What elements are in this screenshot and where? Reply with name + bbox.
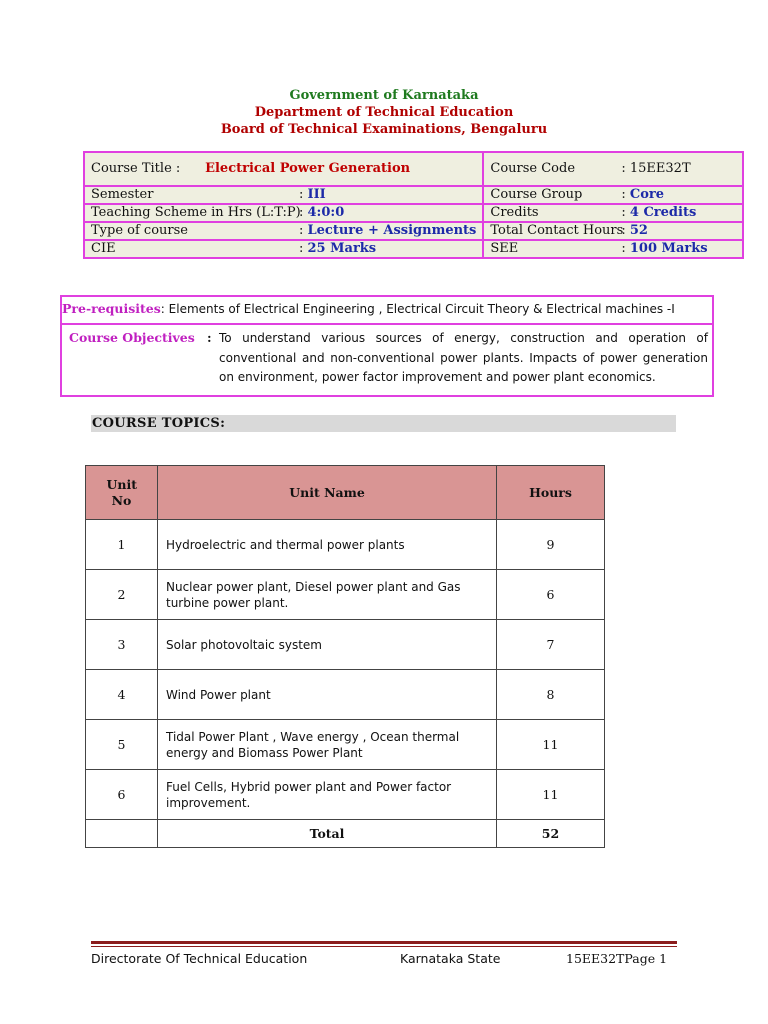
unit-name: Solar photovoltaic system <box>158 620 497 670</box>
course-code-value: : 15EE32T <box>621 161 691 176</box>
total-row <box>86 820 605 848</box>
info-label: Semester <box>91 187 154 202</box>
course-title-cell <box>84 152 483 186</box>
prerequisites-text: : Elements of Electrical Engineering , Electrical Circuit Theory & Electrical machines -I <box>160 302 675 316</box>
info-row <box>84 222 743 240</box>
unit-hours: 7 <box>497 620 605 670</box>
footer-right: 15EE32TPage 1 <box>566 951 668 966</box>
info-value: 4 Credits <box>629 205 697 220</box>
objectives-label: Course Objectives <box>69 330 195 345</box>
course-title-row <box>84 152 743 186</box>
unit-hours: 9 <box>497 520 605 570</box>
info-value: Core <box>629 187 665 202</box>
info-row <box>84 240 743 258</box>
footer-left: Directorate Of Technical Education <box>91 951 308 966</box>
table-row <box>86 720 605 770</box>
unit-no: 2 <box>86 570 158 620</box>
unit-hours: 8 <box>497 670 605 720</box>
info-value: 52 <box>629 223 648 238</box>
objectives-colon: : <box>207 330 212 345</box>
info-value: 100 Marks <box>629 241 708 256</box>
info-right-cell: Credits : 4 Credits <box>483 204 743 222</box>
course-code-cell <box>483 152 743 186</box>
table-row <box>86 520 605 570</box>
unit-no: 1 <box>86 520 158 570</box>
info-row <box>84 204 743 222</box>
info-left-cell: Semester : III <box>84 186 483 204</box>
course-title-value: Electrical Power Generation <box>205 161 411 176</box>
info-left-cell: Teaching Scheme in Hrs (L:T:P): 4:0:0 <box>84 204 483 222</box>
info-right-cell: Total Contact Hours: 52 <box>483 222 743 240</box>
table-row <box>86 570 605 620</box>
unit-name: Nuclear power plant, Diesel power plant and Gas turbine power plant. <box>158 570 497 620</box>
footer-rule-thin <box>91 946 677 947</box>
footer-middle: Karnataka State <box>400 951 501 966</box>
units-header-row <box>86 466 605 520</box>
info-label: Type of course <box>91 223 188 238</box>
info-row <box>84 186 743 204</box>
info-label: CIE <box>91 241 116 256</box>
total-label: Total <box>158 820 497 848</box>
col-hours: Hours <box>497 466 605 520</box>
info-label: Total Contact Hours <box>490 223 624 238</box>
unit-name: Fuel Cells, Hybrid power plant and Power factor improvement. <box>158 770 497 820</box>
header-government: Government of Karnataka <box>289 88 479 103</box>
course-code-label: Course Code <box>490 161 576 176</box>
unit-name: Hydroelectric and thermal power plants <box>158 520 497 570</box>
col-unit-no <box>86 466 158 520</box>
prerequisites-line <box>62 297 712 325</box>
info-left-cell: CIE : 25 Marks <box>84 240 483 258</box>
header-board: Board of Technical Examinations, Bengaluru <box>220 122 548 137</box>
table-row <box>86 670 605 720</box>
footer-rule-thick <box>91 941 677 944</box>
info-right-cell: SEE : 100 Marks <box>483 240 743 258</box>
unit-no: 4 <box>86 670 158 720</box>
unit-hours: 11 <box>497 720 605 770</box>
unit-no: 6 <box>86 770 158 820</box>
unit-name: Wind Power plant <box>158 670 497 720</box>
info-value: 4:0:0 <box>307 205 345 220</box>
info-value: Lecture + Assignments <box>307 223 477 238</box>
table-row <box>86 770 605 820</box>
info-value: III <box>307 187 326 202</box>
unit-name: Tidal Power Plant , Wave energy , Ocean thermal energy and Biomass Power Plant <box>158 720 497 770</box>
course-title-label: Course Title : <box>91 161 181 176</box>
total-hours: 52 <box>497 820 605 848</box>
info-label: Teaching Scheme in Hrs (L:T:P) <box>91 205 301 220</box>
header-department: Department of Technical Education <box>254 105 514 120</box>
course-info-table <box>83 151 744 259</box>
units-table <box>85 465 605 848</box>
unit-hours: 11 <box>497 770 605 820</box>
total-blank <box>86 820 158 848</box>
topics-heading: COURSE TOPICS: <box>92 416 226 431</box>
info-value: 25 Marks <box>307 241 377 256</box>
info-left-cell: Type of course : Lecture + Assignments <box>84 222 483 240</box>
unit-no: 5 <box>86 720 158 770</box>
objectives-text: To understand various sources of energy, construction and operation of conventional and non-conventional power plants. Impacts of power generation on environment, power factor improvement and power plant economics. <box>219 331 708 384</box>
info-right-cell: Course Group : Core <box>483 186 743 204</box>
col-unit-name: Unit Name <box>158 466 497 520</box>
table-row <box>86 620 605 670</box>
prerequisites-label: Pre-requisites <box>62 301 161 316</box>
col-unit-no-label: Unit No <box>106 476 138 508</box>
info-label: SEE <box>490 241 519 256</box>
info-label: Credits <box>490 205 539 220</box>
info-label: Course Group <box>490 187 583 202</box>
unit-no: 3 <box>86 620 158 670</box>
unit-hours: 6 <box>497 570 605 620</box>
